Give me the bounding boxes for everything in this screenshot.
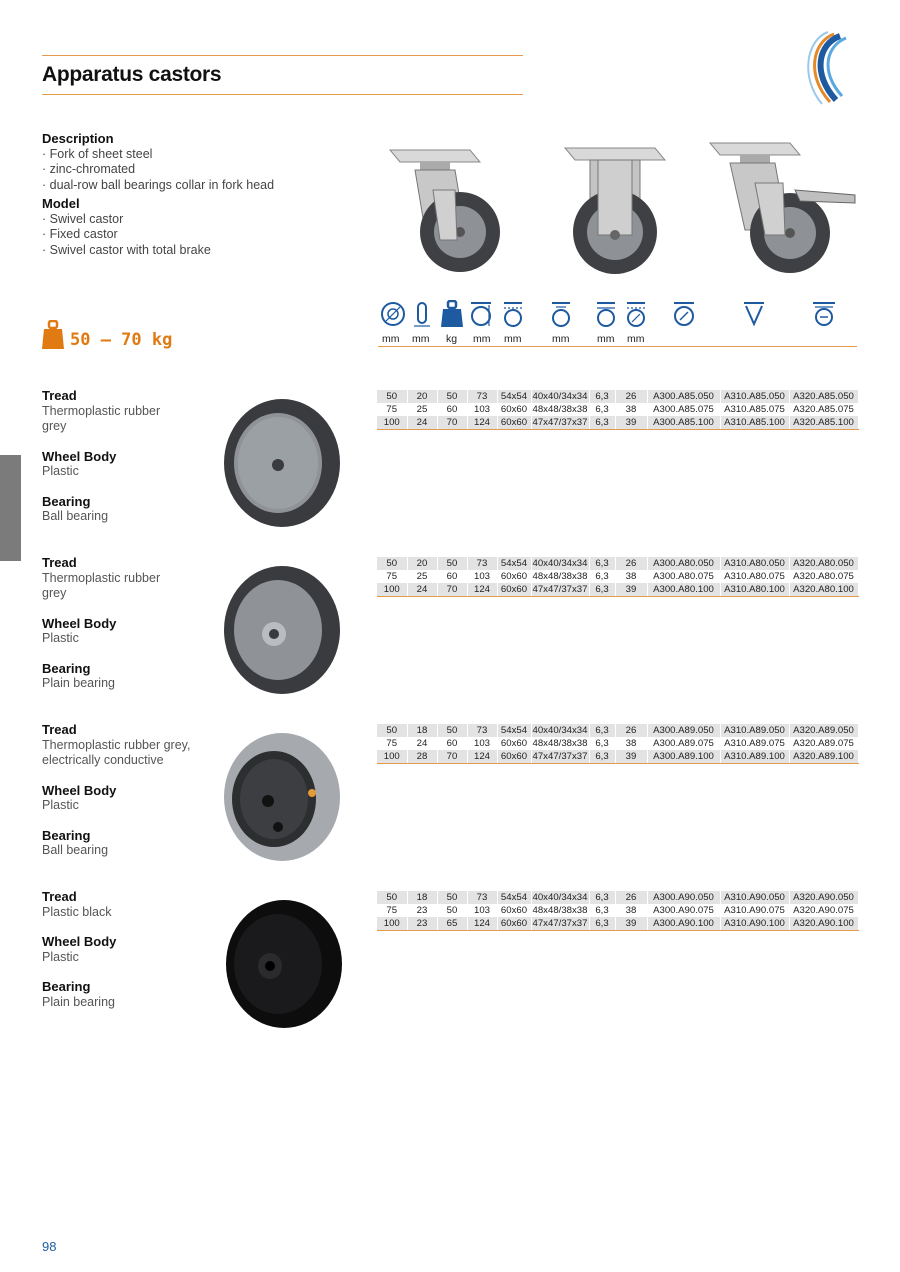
table-cell: 70 [437, 750, 467, 764]
plate-size-icon [502, 300, 524, 328]
wheel-diameter-icon [380, 300, 406, 328]
table-cell: 6,3 [589, 583, 615, 597]
weight-icon [42, 320, 64, 350]
table-cell: 103 [467, 570, 497, 583]
table-cell: 38 [615, 570, 647, 583]
table-row [377, 917, 858, 931]
table-cell: 24 [407, 416, 437, 430]
weight-range: 50 – 70 kg [70, 330, 173, 350]
article-number-cell: A300.A89.050 [647, 724, 720, 737]
description-item: · dual-row ball bearings collar in fork head [42, 177, 275, 192]
article-number-cell: A320.A89.075 [789, 737, 858, 750]
table-cell: 73 [467, 891, 497, 904]
unit-label: mm [473, 333, 491, 345]
table-cell: 75 [377, 904, 407, 917]
article-number-cell: A320.A90.075 [789, 904, 858, 917]
offset-icon [625, 300, 647, 328]
tread-value: grey [42, 419, 67, 433]
wheel-image-grey-ball [216, 393, 348, 533]
article-number-cell: A300.A80.100 [647, 583, 720, 597]
table-cell: 60x60 [497, 904, 531, 917]
article-number-cell: A310.A89.050 [720, 724, 789, 737]
table-cell: 73 [467, 724, 497, 737]
table-cell: 100 [377, 750, 407, 764]
table-cell: 40x40/34x34 [532, 558, 588, 569]
unit-label: kg [446, 333, 458, 345]
wheel-image-black [216, 894, 348, 1034]
article-number-cell: A310.A89.075 [720, 737, 789, 750]
article-number-cell: A320.A90.100 [789, 917, 858, 931]
article-table [377, 724, 859, 764]
article-number-cell: A320.A90.050 [789, 891, 858, 904]
table-cell: 124 [467, 583, 497, 597]
table-cell: 65 [437, 917, 467, 931]
table-cell: 103 [467, 403, 497, 416]
braked-castor-image [705, 135, 860, 280]
table-cell: 6,3 [589, 403, 615, 416]
article-number-cell: A300.A80.050 [647, 557, 720, 570]
unit-label: mm [412, 333, 430, 345]
wheel-body-value: Plastic [42, 631, 79, 645]
article-table [377, 891, 859, 931]
article-number-cell: A310.A85.100 [720, 416, 789, 430]
table-cell: 50 [377, 891, 407, 904]
article-number-cell: A320.A85.050 [789, 390, 858, 403]
table-cell: 70 [437, 416, 467, 430]
article-number-cell: A310.A85.075 [720, 403, 789, 416]
model-item: · Swivel castor with total brake [42, 242, 211, 257]
table-cell: 100 [377, 583, 407, 597]
article-number-cell: A320.A80.075 [789, 570, 858, 583]
table-cell: 103 [467, 737, 497, 750]
table-cell: 124 [467, 750, 497, 764]
article-number-cell: A300.A85.075 [647, 403, 720, 416]
article-table [377, 557, 859, 597]
bearing-value: Plain bearing [42, 994, 115, 1009]
unit-label: mm [627, 333, 645, 345]
table-cell: 47x47/37x37 [532, 751, 588, 762]
table-row [377, 403, 858, 416]
wheel-body-value: Plastic [42, 464, 79, 478]
article-number-cell: A300.A89.100 [647, 750, 720, 764]
bearing-heading: Bearing [42, 660, 91, 676]
article-number-cell: A320.A89.100 [789, 750, 858, 764]
table-cell: 23 [407, 917, 437, 931]
tread-value: electrically conductive [42, 753, 164, 767]
table-cell: 6,3 [589, 390, 615, 403]
tread-value: Thermoplastic rubber [42, 403, 161, 418]
braked-castor-icon [811, 300, 837, 328]
wheel-body-heading: Wheel Body [42, 934, 117, 949]
swivel-castor-image [385, 140, 515, 280]
table-cell: 6,3 [589, 917, 615, 931]
spec-block [42, 388, 212, 539]
tread-heading: Tread [42, 388, 77, 403]
table-cell: 48x48/38x38 [532, 571, 588, 582]
bolt-hole-spacing-icon [550, 300, 572, 328]
fixed-castor-image [560, 140, 670, 280]
title-rule-bottom [42, 94, 523, 95]
tread-value: Thermoplastic rubber [42, 570, 161, 585]
table-cell: 54x54 [497, 557, 531, 570]
table-cell: 26 [615, 390, 647, 403]
table-cell: 124 [467, 917, 497, 931]
table-cell: 60x60 [497, 570, 531, 583]
table-cell: 75 [377, 737, 407, 750]
table-row [377, 724, 858, 737]
table-cell: 50 [437, 390, 467, 403]
table-row [377, 583, 858, 597]
table-cell: 39 [615, 750, 647, 764]
table-cell: 38 [615, 904, 647, 917]
spec-block [42, 889, 212, 1024]
overall-height-icon [469, 300, 493, 328]
units-row [378, 333, 857, 347]
table-cell: 40x40/34x34 [532, 391, 588, 402]
table-cell: 50 [437, 904, 467, 917]
unit-label: mm [597, 333, 615, 345]
description-heading: Description [42, 131, 114, 146]
description-item: · zinc-chromated [42, 162, 136, 176]
brand-logo-icon [792, 28, 854, 108]
table-cell: 6,3 [589, 724, 615, 737]
table-cell: 20 [407, 390, 437, 403]
table-cell: 20 [407, 557, 437, 570]
table-cell: 6,3 [589, 570, 615, 583]
table-cell: 60x60 [497, 416, 531, 430]
article-number-cell: A320.A89.050 [789, 724, 858, 737]
wheel-body-value: Plastic [42, 949, 79, 964]
model-heading: Model [42, 196, 80, 211]
wheel-width-icon [412, 300, 432, 328]
table-cell: 60x60 [497, 737, 531, 750]
bearing-value: Ball bearing [42, 843, 109, 857]
article-table [377, 390, 859, 430]
table-cell: 23 [407, 904, 437, 917]
article-number-cell: A320.A80.100 [789, 583, 858, 597]
table-cell: 47x47/37x37 [532, 918, 588, 929]
table-cell: 75 [377, 570, 407, 583]
model-item: · Fixed castor [42, 227, 118, 241]
article-number-cell: A310.A89.100 [720, 750, 789, 764]
table-cell: 24 [407, 737, 437, 750]
table-cell: 26 [615, 891, 647, 904]
bearing-heading: Bearing [42, 493, 91, 509]
article-number-cell: A300.A80.075 [647, 570, 720, 583]
table-cell: 50 [377, 724, 407, 737]
table-cell: 100 [377, 416, 407, 430]
wheel-image-grey-plain [216, 560, 348, 700]
table-cell: 50 [437, 724, 467, 737]
table-cell: 39 [615, 583, 647, 597]
article-number-cell: A310.A90.050 [720, 891, 789, 904]
table-cell: 24 [407, 583, 437, 597]
spec-block [42, 722, 212, 873]
table-cell: 124 [467, 416, 497, 430]
load-capacity-icon [441, 300, 463, 328]
tread-heading: Tread [42, 722, 77, 737]
table-cell: 25 [407, 403, 437, 416]
table-cell: 54x54 [497, 724, 531, 737]
article-number-cell: A320.A80.050 [789, 557, 858, 570]
unit-label: mm [552, 333, 570, 345]
article-number-cell: A300.A89.075 [647, 737, 720, 750]
bearing-value: Ball bearing [42, 509, 109, 523]
wheel-body-heading: Wheel Body [42, 782, 117, 798]
tread-heading: Tread [42, 555, 77, 570]
table-cell: 26 [615, 557, 647, 570]
bearing-heading: Bearing [42, 979, 91, 994]
table-cell: 50 [437, 557, 467, 570]
table-row [377, 750, 858, 764]
table-cell: 60 [437, 570, 467, 583]
article-number-cell: A310.A85.050 [720, 390, 789, 403]
article-number-cell: A300.A90.100 [647, 917, 720, 931]
wheel-body-value: Plastic [42, 798, 79, 812]
page-number: 98 [42, 1239, 57, 1254]
tread-heading: Tread [42, 889, 77, 904]
unit-label: mm [382, 333, 400, 345]
article-number-cell: A300.A90.050 [647, 891, 720, 904]
table-row [377, 570, 858, 583]
table-cell: 60x60 [497, 403, 531, 416]
table-cell: 103 [467, 904, 497, 917]
article-number-cell: A320.A85.075 [789, 403, 858, 416]
table-cell: 25 [407, 570, 437, 583]
spec-block [42, 555, 212, 706]
table-cell: 40x40/34x34 [532, 725, 588, 736]
article-number-cell: A300.A85.100 [647, 416, 720, 430]
table-cell: 60 [437, 737, 467, 750]
bolt-hole-diameter-icon [595, 300, 617, 328]
table-cell: 38 [615, 403, 647, 416]
bearing-heading: Bearing [42, 827, 91, 843]
table-cell: 47x47/37x37 [532, 584, 588, 595]
article-number-cell: A320.A85.100 [789, 416, 858, 430]
table-row [377, 557, 858, 570]
table-cell: 6,3 [589, 557, 615, 570]
table-cell: 39 [615, 416, 647, 430]
table-cell: 50 [377, 557, 407, 570]
tread-value: Thermoplastic rubber grey, [42, 737, 191, 752]
tread-value: grey [42, 586, 67, 600]
table-cell: 48x48/38x38 [532, 738, 588, 749]
article-number-cell: A310.A80.075 [720, 570, 789, 583]
article-number-cell: A310.A90.075 [720, 904, 789, 917]
wheel-body-heading: Wheel Body [42, 615, 117, 631]
table-cell: 6,3 [589, 737, 615, 750]
table-cell: 6,3 [589, 904, 615, 917]
table-cell: 54x54 [497, 891, 531, 904]
article-number-cell: A310.A90.100 [720, 917, 789, 931]
swivel-castor-icon [672, 300, 696, 328]
table-cell: 60x60 [497, 917, 531, 931]
table-cell: 18 [407, 724, 437, 737]
table-cell: 6,3 [589, 416, 615, 430]
table-cell: 100 [377, 917, 407, 931]
bearing-value: Plain bearing [42, 676, 115, 690]
article-number-cell: A310.A80.100 [720, 583, 789, 597]
table-row [377, 904, 858, 917]
table-cell: 60 [437, 403, 467, 416]
model-item: · Swivel castor [42, 211, 124, 226]
table-cell: 60x60 [497, 583, 531, 597]
description-item: · Fork of sheet steel [42, 146, 153, 161]
table-cell: 6,3 [589, 891, 615, 904]
tread-value: Plastic black [42, 904, 112, 919]
table-cell: 50 [377, 390, 407, 403]
wheel-image-conductive [216, 727, 348, 867]
table-cell: 70 [437, 583, 467, 597]
table-cell: 26 [615, 724, 647, 737]
table-row [377, 390, 858, 403]
table-row [377, 737, 858, 750]
table-cell: 40x40/34x34 [532, 892, 588, 903]
table-cell: 75 [377, 403, 407, 416]
table-cell: 60x60 [497, 750, 531, 764]
table-cell: 54x54 [497, 390, 531, 403]
table-cell: 48x48/38x38 [532, 404, 588, 415]
table-row [377, 891, 858, 904]
unit-label: mm [504, 333, 522, 345]
table-cell: 28 [407, 750, 437, 764]
table-cell: 50 [437, 891, 467, 904]
table-cell: 39 [615, 917, 647, 931]
wheel-body-heading: Wheel Body [42, 448, 117, 464]
article-number-cell: A310.A80.050 [720, 557, 789, 570]
article-number-cell: A300.A90.075 [647, 904, 720, 917]
page-title: Apparatus castors [42, 63, 222, 86]
table-cell: 48x48/38x38 [532, 905, 588, 916]
section-tab [0, 455, 21, 561]
table-cell: 38 [615, 737, 647, 750]
title-rule-top [42, 55, 523, 56]
table-cell: 47x47/37x37 [532, 417, 588, 428]
description-block [42, 131, 274, 258]
column-icons [378, 300, 857, 330]
article-number-cell: A300.A85.050 [647, 390, 720, 403]
table-row [377, 416, 858, 430]
table-cell: 18 [407, 891, 437, 904]
fixed-castor-icon [742, 300, 766, 328]
table-cell: 6,3 [589, 750, 615, 764]
table-cell: 73 [467, 557, 497, 570]
table-cell: 73 [467, 390, 497, 403]
